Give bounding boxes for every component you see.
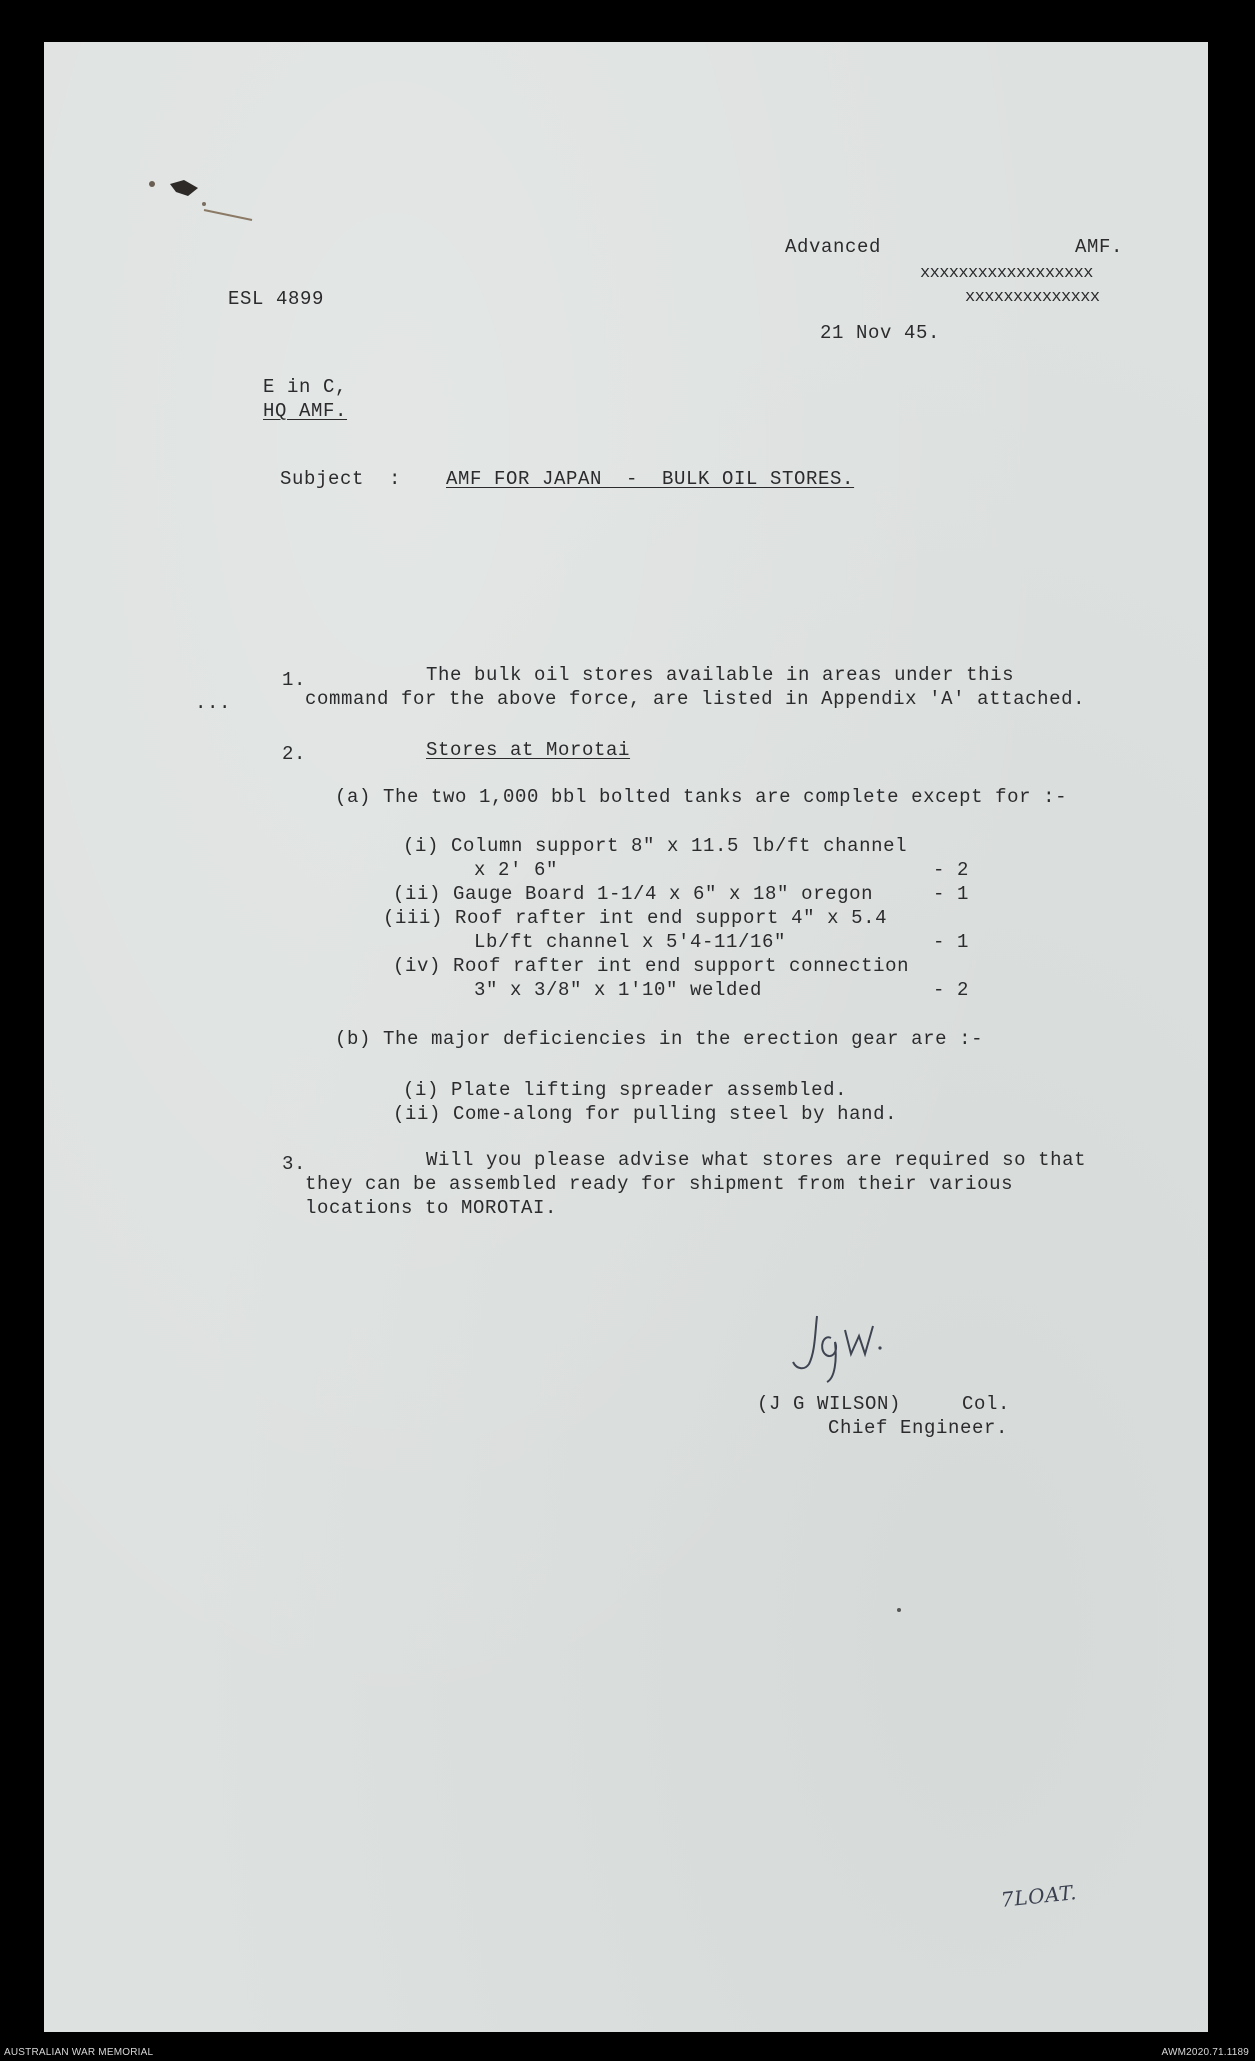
para1-line-2: command for the above force, are listed in Appendix 'A' attached. — [305, 688, 1086, 710]
item-a-3-qty: - 1 — [933, 883, 970, 905]
paper-stain — [104, 92, 304, 232]
item-a-1: (i) Column support 8" x 11.5 lb/ft channel — [403, 835, 908, 857]
item-a-2-qty: - 2 — [933, 859, 970, 881]
item-a-4: (iii) Roof rafter int end support 4" x 5.4 — [383, 907, 888, 929]
address-amf: AMF. — [1075, 236, 1124, 258]
signatory-rank: Col. — [962, 1393, 1011, 1415]
para1-number: 1. — [282, 669, 307, 691]
footer-institution: AUSTRALIAN WAR MEMORIAL — [4, 2047, 154, 2058]
item-a-2: x 2' 6" — [474, 859, 559, 881]
struck-out-line-2: xxxxxxxxxxxxxx — [965, 288, 1100, 307]
para2a-intro: (a) The two 1,000 bbl bolted tanks are complete except for :- — [335, 786, 1068, 808]
item-a-7: 3" x 3/8" x 1'10" welded — [474, 979, 763, 1001]
item-a-5-qty: - 1 — [933, 931, 970, 953]
small-dot-mark — [897, 1608, 901, 1612]
para2-heading: Stores at Morotai — [426, 739, 631, 761]
item-b-2: (ii) Come-along for pulling steel by hand. — [393, 1103, 898, 1125]
subject-text: AMF FOR JAPAN - BULK OIL STORES. — [446, 468, 855, 490]
para2b-intro: (b) The major deficiencies in the erection gear are :- — [335, 1028, 984, 1050]
para3-line-3: locations to MOROTAI. — [305, 1197, 558, 1219]
item-a-7-qty: - 2 — [933, 979, 970, 1001]
para1-line-1: The bulk oil stores available in areas under this — [426, 664, 1015, 686]
para3-line-2: they can be assembled ready for shipment from their various — [305, 1173, 1014, 1195]
handwritten-initials — [779, 1304, 919, 1384]
item-a-5: Lb/ft channel x 5'4-11/16" — [474, 931, 787, 953]
item-a-6: (iv) Roof rafter int end support connection — [393, 955, 910, 977]
para2-number: 2. — [282, 743, 307, 765]
address-advanced: Advanced — [785, 236, 882, 258]
margin-mark: ... — [195, 692, 232, 714]
signatory-name: (J G WILSON) — [757, 1393, 902, 1415]
reference-number: ESL 4899 — [228, 288, 325, 310]
para3-line-1: Will you please advise what stores are required so that — [426, 1149, 1087, 1171]
struck-out-line-1: xxxxxxxxxxxxxxxxxx — [920, 264, 1093, 283]
footer-accession-number: AWM2020.71.1189 — [1161, 2047, 1249, 2058]
item-b-1: (i) Plate lifting spreader assembled. — [403, 1079, 848, 1101]
item-a-3: (ii) Gauge Board 1-1/4 x 6" x 18" oregon — [393, 883, 874, 905]
para3-number: 3. — [282, 1153, 307, 1175]
recipient-line-1: E in C, — [263, 376, 348, 398]
letter-date: 21 Nov 45. — [820, 322, 941, 344]
handwritten-notation: 7LOAT. — [999, 1880, 1079, 1912]
signatory-title: Chief Engineer. — [828, 1417, 1009, 1439]
document-page — [44, 42, 1208, 2032]
recipient-line-2: HQ AMF. — [263, 400, 348, 422]
subject-label: Subject — [280, 468, 365, 490]
subject-separator: : — [389, 468, 402, 490]
